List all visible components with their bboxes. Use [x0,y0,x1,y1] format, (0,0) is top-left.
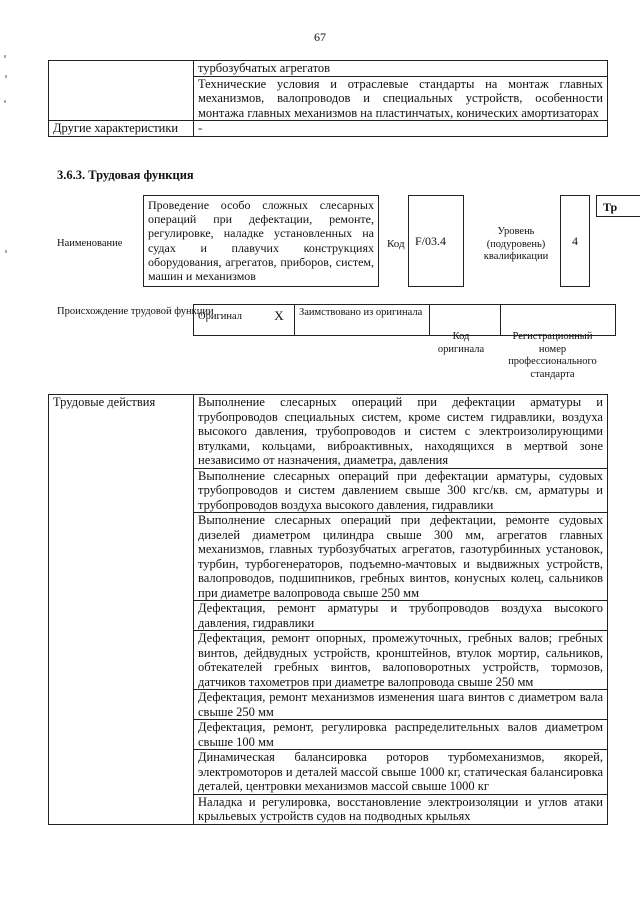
labour-action-item: Дефектация, ремонт механизмов изменения шага винтов с диаметром вала свыше 250 мм [194,690,608,720]
table-row [49,395,608,469]
labour-action-item: Дефектация, ремонт арматуры и трубопроводов воздуха высокого давления, гидравлики [194,601,608,631]
row-label-cell [49,61,194,121]
labour-action-item: Выполнение слесарных операций при дефектации арматуры, судовых трубопроводов и систем давлением свыше 300 кгс/кв. см, арматуры и трубопроводов воздуха высокого давления, гидравлики [194,468,608,513]
page-number: 67 [314,30,326,44]
row-text-cell: Технические условия и отраслевые стандарты на монтаж главных механизмов, валопроводов и специальных устройств, особенности монтажа главных механизмов на пластинчатых, конических амортизаторах [194,76,608,121]
labour-action-item: Динамическая балансировка роторов турбомеханизмов, якорей, электромоторов и деталей массой свыше 1000 кг, статическая балансировка деталей, центровки механизмов массой свыше 1000 кг [194,750,608,795]
original-mark: X [264,305,295,336]
code-value-box: F/03.4 [408,195,464,287]
row-text-cell: турбозубчатых агрегатов [194,61,608,77]
other-characteristics-label: Другие характеристики [49,121,194,137]
original-code-caption: Код оригинала [437,331,485,355]
cut-off-box: Тр [596,195,640,217]
section-heading: 3.6.3. Трудовая функция [57,168,194,182]
labour-action-item: Дефектация, ремонт опорных, промежуточных, гребных валов; гребных винтов, дейдвудных устройств, кронштейнов, втулок мортир, сальников, обтекателей гребных винтов, валоповоротных устройств, тормозов, датчиков тахометров при диаметре валопровода свыше 250 мм [194,631,608,690]
top-characteristics-table [48,60,608,137]
original-label: Оригинал [194,305,265,336]
table-row [49,61,608,77]
other-characteristics-value: - [194,121,608,137]
labour-action-item: Дефектация, ремонт, регулировка распределительных валов диаметром свыше 100 мм [194,720,608,750]
labour-actions-label: Трудовые действия [49,395,194,825]
borrowed-label: Заимствовано из оригинала [295,305,430,336]
table-row [49,121,608,137]
registration-number-caption: Регистрационный номер профессионального стандарта [508,331,597,380]
code-label: Код [387,238,405,250]
origin-label: Происхождение трудовой функции [57,306,214,317]
name-label: Наименование [57,238,123,249]
labour-actions-table [48,394,608,825]
labour-action-item: Выполнение слесарных операций при дефектации, ремонте судовых дизелей диаметром цилиндра свыше 300 мм, агрегатов главных механизмов, главных турбозубчатых агрегатов, газотурбинных установок, турбин, турбогенераторов, подъемно-мачтовых и выдвижных устройств, валопроводов, подшипников, гребных винтов, конусных колец, сальников при диаметре валопровода свыше 250 мм [194,513,608,601]
labour-action-item: Наладка и регулировка, восстановление электроизоляции и углов атаки крыльевых устройств судов на подводных крыльях [194,794,608,824]
margin-scan-marks [2,55,10,255]
labour-action-item: Выполнение слесарных операций при дефектации арматуры и трубопроводов специальных систем, кроме систем гидравлики, воздуха высокого давления, трубопроводов и систем с электроизолирующими втулками, кольцами, виброактивных, находящихся в мертвой зоне независимо от назначения, диаметра, давления [194,395,608,469]
qualification-level-label: Уровень (подуровень) квалификации [483,226,549,262]
qualification-level-value: 4 [560,195,590,287]
function-name-box: Проведение особо сложных слесарных операций при дефектации, ремонте, регулировке, наладке установленных на судах и плавучих конструкциях оборудования, агрегатов, приборов, систем, машин и механизмов [143,195,379,287]
